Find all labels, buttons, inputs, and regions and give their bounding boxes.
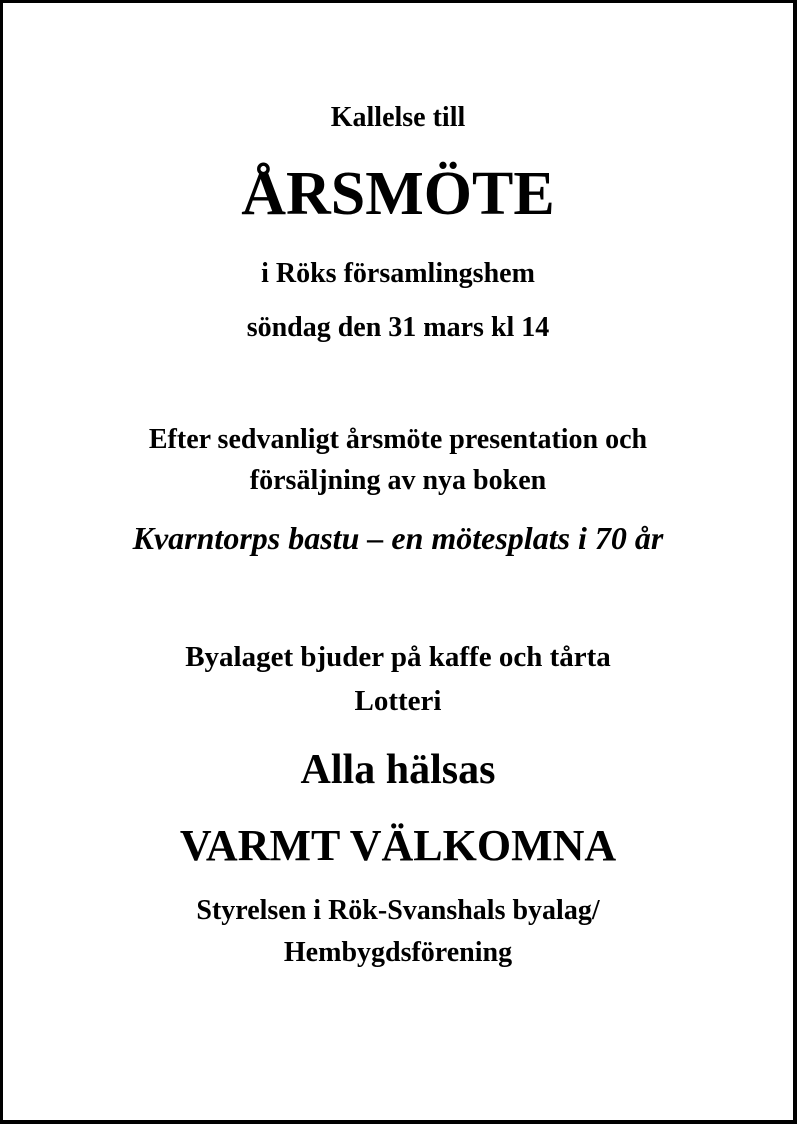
meeting-title: ÅRSMÖTE — [241, 160, 555, 228]
welcome-line-2: VARMT VÄLKOMNA — [179, 821, 617, 870]
book-title: Kvarntorps bastu – en mötesplats i 70 år — [132, 520, 664, 556]
description-line-2: försäljning av nya boken — [249, 465, 547, 496]
description-line-1: Efter sedvanligt årsmöte presentation och — [148, 424, 648, 455]
venue-text: i Röks församlingshem — [261, 258, 535, 289]
date-time-text: söndag den 31 mars kl 14 — [246, 312, 550, 343]
signature-line-2: Hembygdsförening — [283, 937, 513, 968]
offer-line-1: Byalaget bjuder på kaffe och tårta — [185, 641, 611, 673]
intro-text: Kallelse till — [330, 102, 466, 133]
signature-line-1: Styrelsen i Rök-Svanshals byalag/ — [196, 895, 600, 926]
offer-line-2: Lotteri — [354, 685, 442, 717]
welcome-line-1: Alla hälsas — [300, 747, 496, 793]
